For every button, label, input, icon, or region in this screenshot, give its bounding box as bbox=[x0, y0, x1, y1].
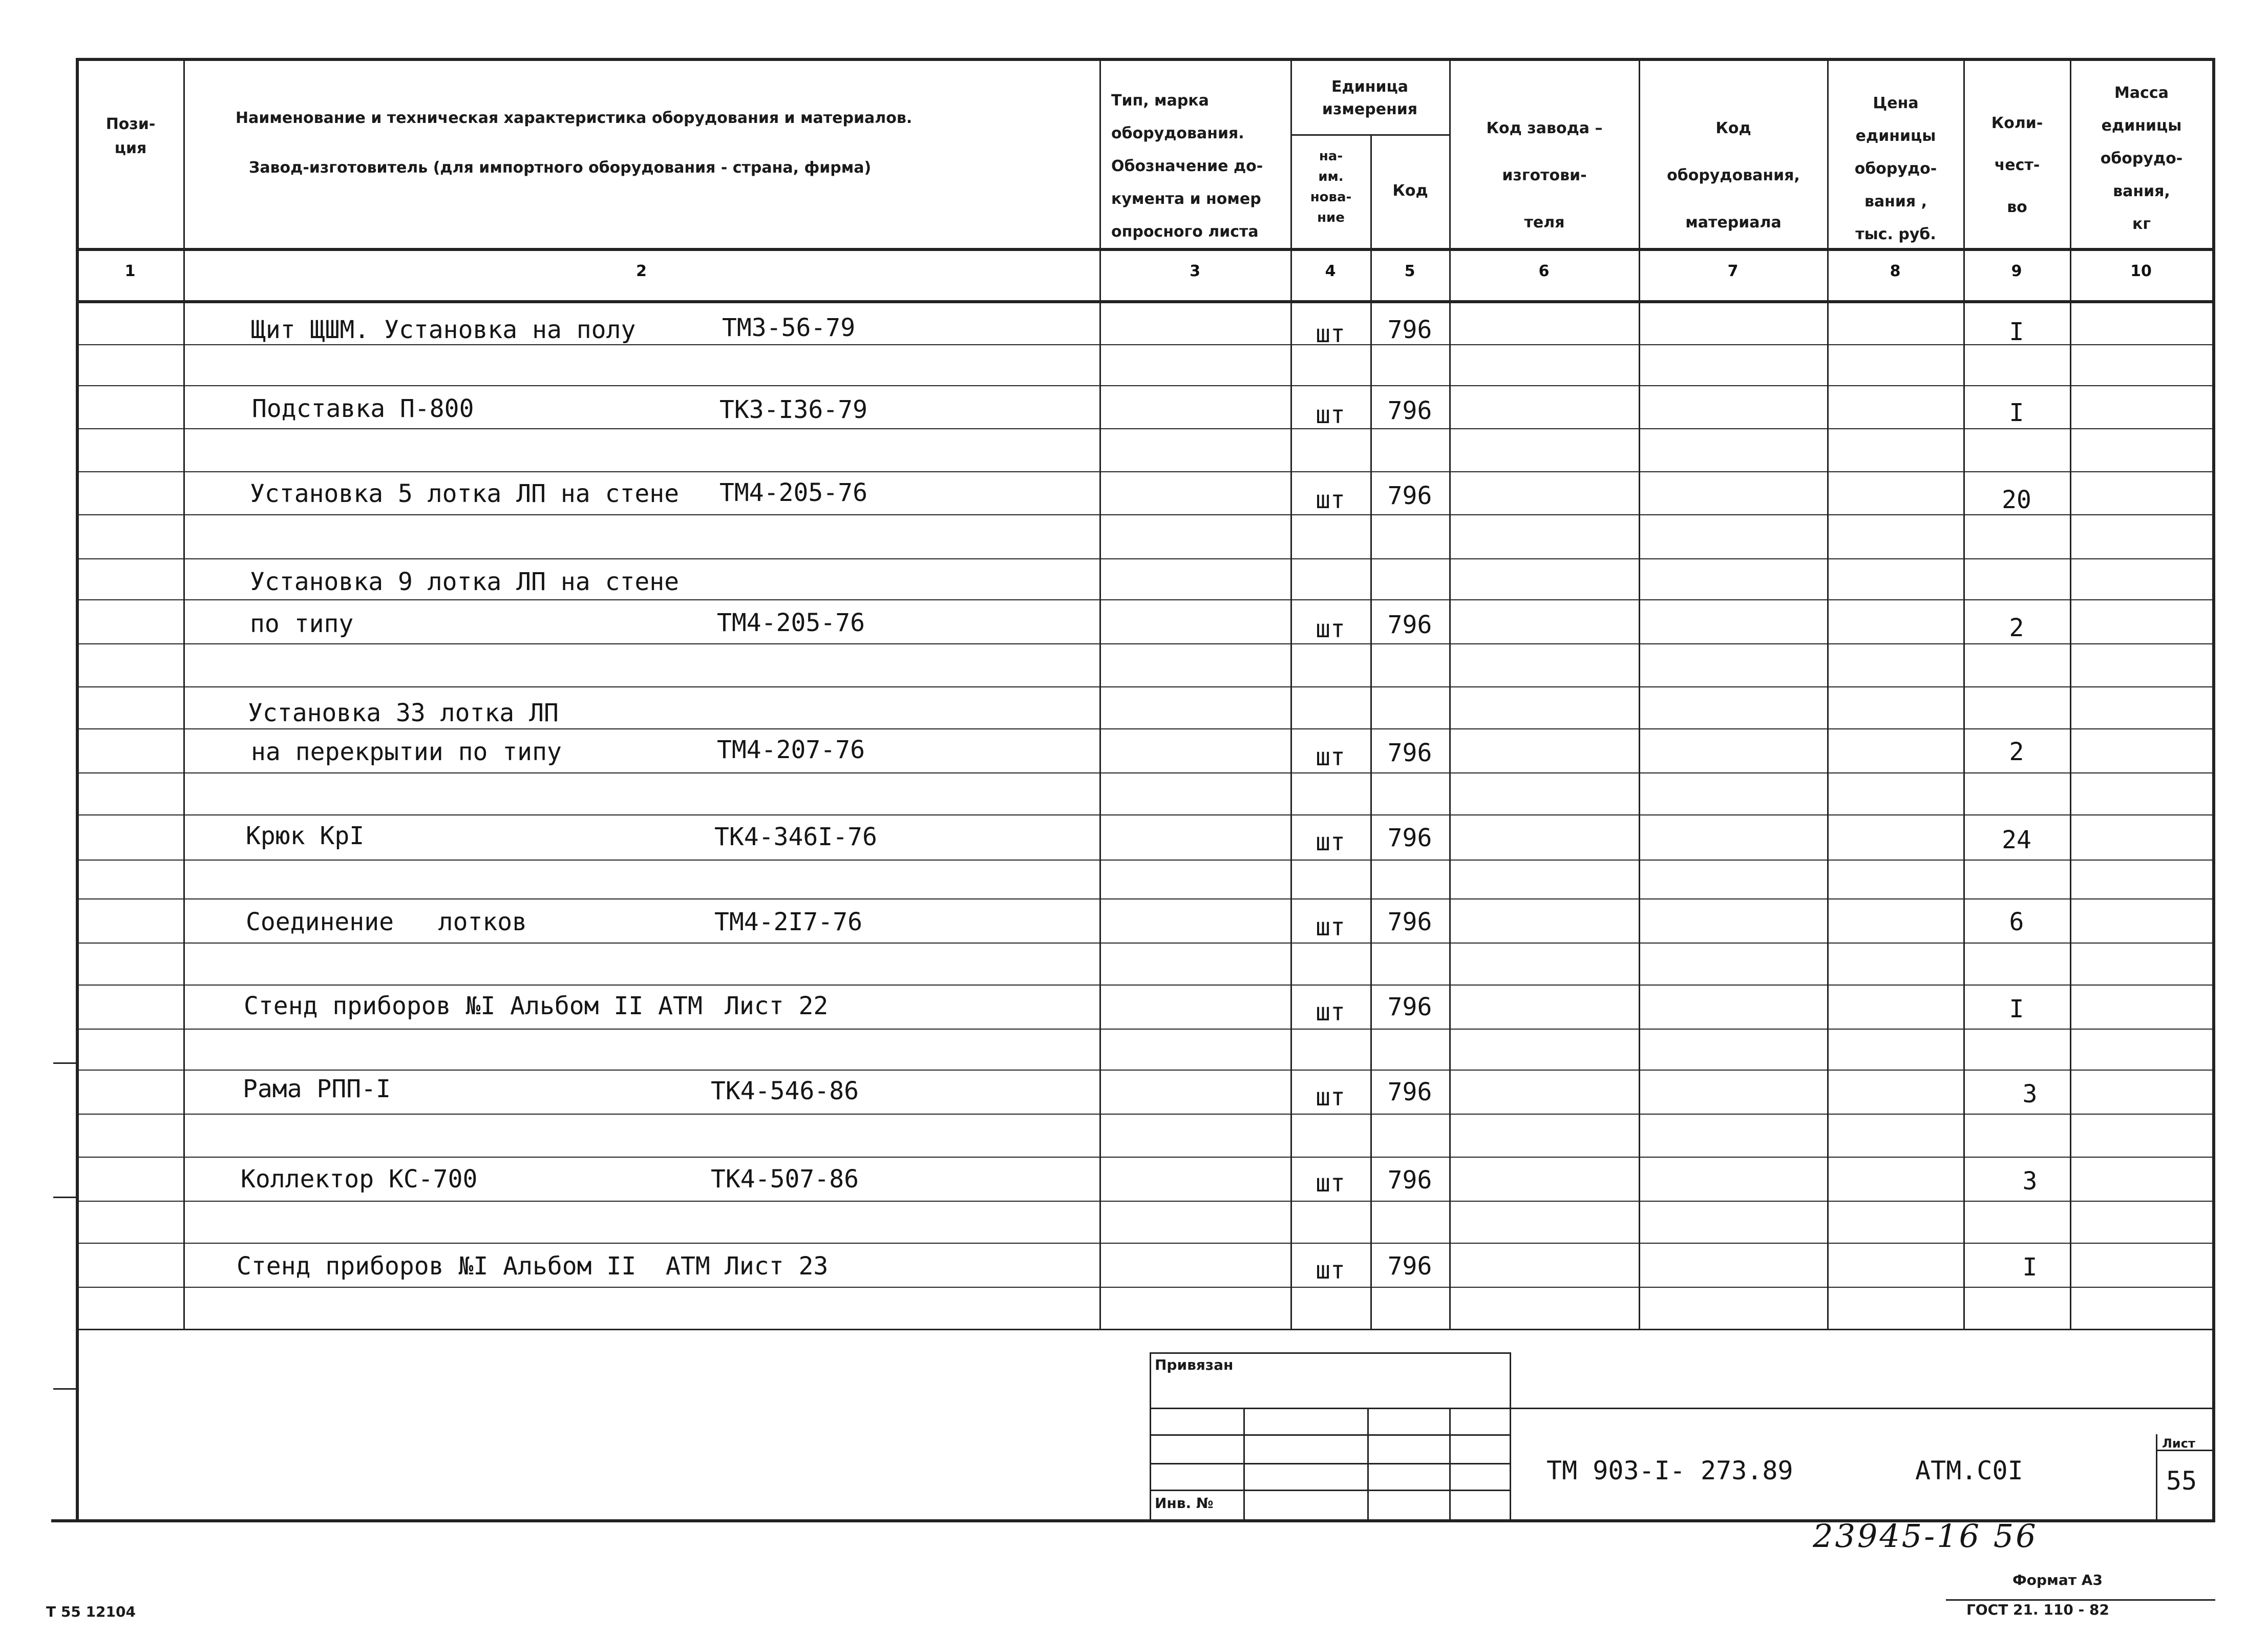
row-qty: I bbox=[2009, 399, 2024, 427]
header-equipment-code bbox=[1641, 105, 1826, 246]
archive-code: Т 55 12104 bbox=[46, 1603, 136, 1620]
stamp-line bbox=[1243, 1408, 1245, 1519]
header-mass-line: вания, bbox=[2113, 182, 2170, 200]
row-name: Стенд приборов №I Альбом II АТМ bbox=[244, 992, 703, 1020]
header-mass-line: оборудо- bbox=[2100, 150, 2183, 168]
header-mass-line: единицы bbox=[2101, 117, 2182, 135]
stamp-line bbox=[1449, 1490, 1511, 1491]
header-price-line: оборудо- bbox=[1854, 160, 1937, 178]
units-subdivider bbox=[1290, 134, 1449, 136]
row-doc: ТМ4-2I7-76 bbox=[714, 908, 862, 936]
header-unit-name-line: на- bbox=[1319, 149, 1343, 164]
header-name-line1: Наименование и техническая характеристика оборудования и материалов. bbox=[236, 109, 913, 127]
header-type-line: опросного листа bbox=[1111, 223, 1259, 241]
row-doc: ТМЗ-56-79 bbox=[722, 313, 856, 342]
header-plant-code bbox=[1452, 105, 1637, 246]
row-doc: ТК4-546-86 bbox=[711, 1077, 859, 1105]
format-label: Формат А3 bbox=[2012, 1572, 2103, 1588]
row-qty: 3 bbox=[2022, 1167, 2038, 1196]
row-name: Крюк КрI bbox=[246, 822, 365, 850]
row-name: Соединение лотков bbox=[246, 908, 527, 936]
header-type-line: кумента и номер bbox=[1111, 190, 1261, 208]
stamp-line bbox=[1367, 1408, 1369, 1519]
row-separator bbox=[76, 814, 2215, 815]
header-equipment-code-line: материала bbox=[1685, 214, 1782, 232]
header-unit-title bbox=[1293, 76, 1447, 121]
row-separator bbox=[76, 1157, 2215, 1158]
row-separator bbox=[76, 985, 2215, 986]
column-number: 7 bbox=[1727, 262, 1739, 280]
row-separator bbox=[76, 643, 2215, 644]
row-code: 796 bbox=[1387, 739, 1432, 767]
row-code: 796 bbox=[1387, 611, 1432, 639]
row-code: 796 bbox=[1387, 993, 1432, 1021]
header-equipment-code-line: Код bbox=[1715, 119, 1751, 137]
row-separator bbox=[76, 898, 2215, 899]
row-unit: шт bbox=[1316, 615, 1345, 643]
row-name: Подставка П-800 bbox=[252, 394, 474, 423]
row-qty: 3 bbox=[2022, 1080, 2038, 1108]
stamp-privyazan: Привязан bbox=[1155, 1356, 1234, 1373]
header-position-line: ция bbox=[114, 139, 147, 157]
stamp-mark: АТМ.С0I bbox=[1915, 1456, 2023, 1485]
row-doc: ТМ4-205-76 bbox=[719, 478, 867, 507]
header-unit-name-line: ние bbox=[1317, 210, 1345, 225]
header-price-line: единицы bbox=[1855, 127, 1936, 145]
header-price-line: Цена bbox=[1873, 94, 1919, 112]
header-quantity bbox=[1965, 102, 2069, 228]
column-number: 10 bbox=[2130, 262, 2152, 280]
header-type-line: оборудования. bbox=[1111, 124, 1244, 142]
row-code: 796 bbox=[1387, 481, 1432, 510]
col-line-7 bbox=[1827, 58, 1829, 1329]
row-separator bbox=[76, 514, 2215, 515]
row-unit: шт bbox=[1316, 998, 1345, 1027]
row-qty: 6 bbox=[2009, 908, 2024, 936]
row-unit: шт bbox=[1316, 486, 1345, 514]
header-plant-code-line: изготови- bbox=[1502, 166, 1587, 184]
row-qty: 20 bbox=[2002, 486, 2031, 514]
stamp-inv: Инв. № bbox=[1155, 1495, 1214, 1512]
stamp-line bbox=[1150, 1434, 1510, 1436]
column-number: 5 bbox=[1404, 262, 1415, 280]
row-separator bbox=[76, 1243, 2215, 1244]
margin-tick bbox=[53, 1197, 76, 1198]
header-quantity-line: Коли- bbox=[1991, 114, 2043, 132]
row-unit: шт bbox=[1316, 1169, 1345, 1198]
stamp-doc-code: ТМ 903-I- 273.89 bbox=[1546, 1456, 1793, 1485]
stamp-line bbox=[1449, 1463, 1511, 1464]
margin-tick bbox=[53, 1388, 76, 1390]
row-qty: I bbox=[2022, 1253, 2038, 1282]
header-unit-title-line: измерения bbox=[1322, 100, 1418, 118]
col-line-2 bbox=[1099, 58, 1101, 1329]
row-unit: шт bbox=[1316, 913, 1345, 941]
column-number: 1 bbox=[124, 262, 136, 280]
header-price-line: вания , bbox=[1864, 193, 1927, 211]
col-line-5 bbox=[1449, 58, 1451, 1329]
column-number: 9 bbox=[2011, 262, 2022, 280]
row-separator bbox=[76, 772, 2215, 773]
row-separator bbox=[76, 1070, 2215, 1071]
stamp-line bbox=[1510, 1352, 1511, 1519]
row-name: по типу bbox=[250, 610, 354, 638]
row-separator bbox=[76, 471, 2215, 472]
row-name: на перекрытии по типу bbox=[251, 738, 562, 766]
row-name: Коллектор КС-700 bbox=[241, 1165, 478, 1194]
row-qty: 24 bbox=[2002, 826, 2031, 854]
row-separator bbox=[76, 385, 2215, 386]
row-code: 796 bbox=[1387, 396, 1432, 425]
header-mass-line: кг bbox=[2132, 215, 2151, 233]
col-line-4 bbox=[1370, 134, 1372, 1329]
row-name: Щит ЩШМ. Установка на полу bbox=[251, 316, 636, 344]
row-doc: Лист 22 bbox=[725, 992, 829, 1020]
row-unit: шт bbox=[1316, 1083, 1345, 1112]
header-name-line2: Завод-изготовитель (для импортного оборудования - страна, фирма) bbox=[249, 159, 872, 177]
header-unit-title-line: Единица bbox=[1331, 78, 1408, 96]
stamp-line bbox=[1150, 1352, 1151, 1519]
column-number: 8 bbox=[1890, 262, 1901, 280]
row-name: Установка 5 лотка ЛП на стене bbox=[250, 479, 680, 508]
column-number: 2 bbox=[636, 262, 647, 280]
header-position bbox=[82, 113, 179, 160]
row-doc: ТКЗ-I36-79 bbox=[719, 395, 867, 424]
col-line-8 bbox=[1963, 58, 1965, 1329]
row-code: 796 bbox=[1387, 824, 1432, 852]
header-mass-line: Масса bbox=[2114, 84, 2169, 102]
row-doc: Лист 23 bbox=[725, 1252, 829, 1281]
row-unit: шт bbox=[1316, 320, 1345, 348]
stamp-sheet-number: 55 bbox=[2166, 1466, 2197, 1496]
row-code: 796 bbox=[1387, 908, 1432, 936]
row-doc: ТК4-346I-76 bbox=[714, 823, 877, 851]
stamp-line bbox=[1449, 1408, 1451, 1519]
row-qty: I bbox=[2009, 995, 2024, 1023]
row-code: 796 bbox=[1387, 316, 1432, 344]
row-separator bbox=[76, 860, 2215, 861]
header-quantity-line: чест- bbox=[1994, 156, 2040, 174]
header-type-line: Тип, марка bbox=[1111, 92, 1209, 110]
column-number: 6 bbox=[1538, 262, 1550, 280]
frame-right bbox=[2212, 58, 2215, 1519]
row-separator bbox=[76, 1201, 2215, 1202]
row-qty: 2 bbox=[2009, 614, 2024, 642]
col-line-1 bbox=[183, 58, 185, 1329]
row-code: 796 bbox=[1387, 1252, 1432, 1281]
row-unit: шт bbox=[1316, 401, 1345, 429]
row-unit: шт bbox=[1316, 743, 1345, 771]
header-plant-code-line: Код завода – bbox=[1486, 119, 1603, 137]
row-separator bbox=[76, 943, 2215, 944]
row-separator bbox=[76, 1287, 2215, 1288]
col-line-9 bbox=[2070, 58, 2071, 1329]
row-name: Стенд приборов №I Альбом II АТМ bbox=[237, 1252, 710, 1281]
row-unit: шт bbox=[1316, 828, 1345, 856]
column-number: 3 bbox=[1190, 262, 1200, 280]
row-name-line1: Установка 9 лотка ЛП на стене bbox=[250, 568, 680, 596]
row-doc: ТМ4-205-76 bbox=[717, 609, 865, 637]
header-unit-code: Код bbox=[1392, 182, 1428, 200]
row-separator bbox=[76, 1114, 2215, 1115]
header-unit-name bbox=[1292, 146, 1369, 228]
row-doc: ТМ4-207-76 bbox=[717, 736, 865, 764]
row-separator bbox=[76, 428, 2215, 429]
row-name: Рама РПП-I bbox=[243, 1075, 391, 1103]
margin-tick bbox=[53, 1062, 76, 1064]
row-qty: 2 bbox=[2009, 738, 2024, 766]
row-unit: шт bbox=[1316, 1256, 1345, 1285]
header-mass bbox=[2072, 77, 2211, 241]
row-separator bbox=[76, 558, 2215, 559]
row-separator bbox=[76, 686, 2215, 687]
header-plant-code-line: теля bbox=[1524, 214, 1565, 232]
gost-label: ГОСТ 21. 110 - 82 bbox=[1966, 1601, 2109, 1618]
row-separator bbox=[76, 599, 2215, 600]
row-name-line1: Установка 33 лотка ЛП bbox=[248, 699, 559, 727]
stamp-line bbox=[2156, 1434, 2157, 1519]
row-code: 796 bbox=[1387, 1166, 1432, 1195]
header-type-line: Обозначение до- bbox=[1111, 157, 1263, 175]
header-equipment-code-line: оборудования, bbox=[1667, 166, 1800, 184]
col-line-3 bbox=[1290, 58, 1292, 1329]
row-qty: I bbox=[2009, 318, 2024, 346]
header-type bbox=[1111, 85, 1285, 248]
frame-top bbox=[76, 58, 2215, 61]
row-code: 796 bbox=[1387, 1078, 1432, 1106]
header-position-line: Пози- bbox=[105, 115, 156, 133]
table-bottom-line bbox=[76, 1329, 2215, 1330]
footer-rule bbox=[1946, 1599, 2215, 1601]
header-unit-name-line: нова- bbox=[1310, 190, 1352, 205]
header-price bbox=[1829, 87, 1962, 251]
row-separator bbox=[76, 1029, 2215, 1030]
handwritten-number: 23945-16 56 bbox=[1813, 1517, 2038, 1555]
header-price-line: тыс. руб. bbox=[1855, 225, 1936, 243]
row-separator bbox=[76, 344, 2215, 345]
row-separator bbox=[76, 728, 2215, 729]
column-number: 4 bbox=[1325, 262, 1336, 280]
row-doc: ТК4-507-86 bbox=[711, 1165, 859, 1194]
stamp-line bbox=[1150, 1352, 1510, 1354]
header-quantity-line: во bbox=[2007, 198, 2027, 216]
stamp-sheet-label: Лист bbox=[2162, 1436, 2195, 1451]
header-unit-name-line: им. bbox=[1318, 169, 1344, 184]
stamp-line bbox=[1449, 1408, 2212, 1409]
colnum-bottom-line bbox=[76, 300, 2215, 303]
col-line-6 bbox=[1639, 58, 1640, 1329]
